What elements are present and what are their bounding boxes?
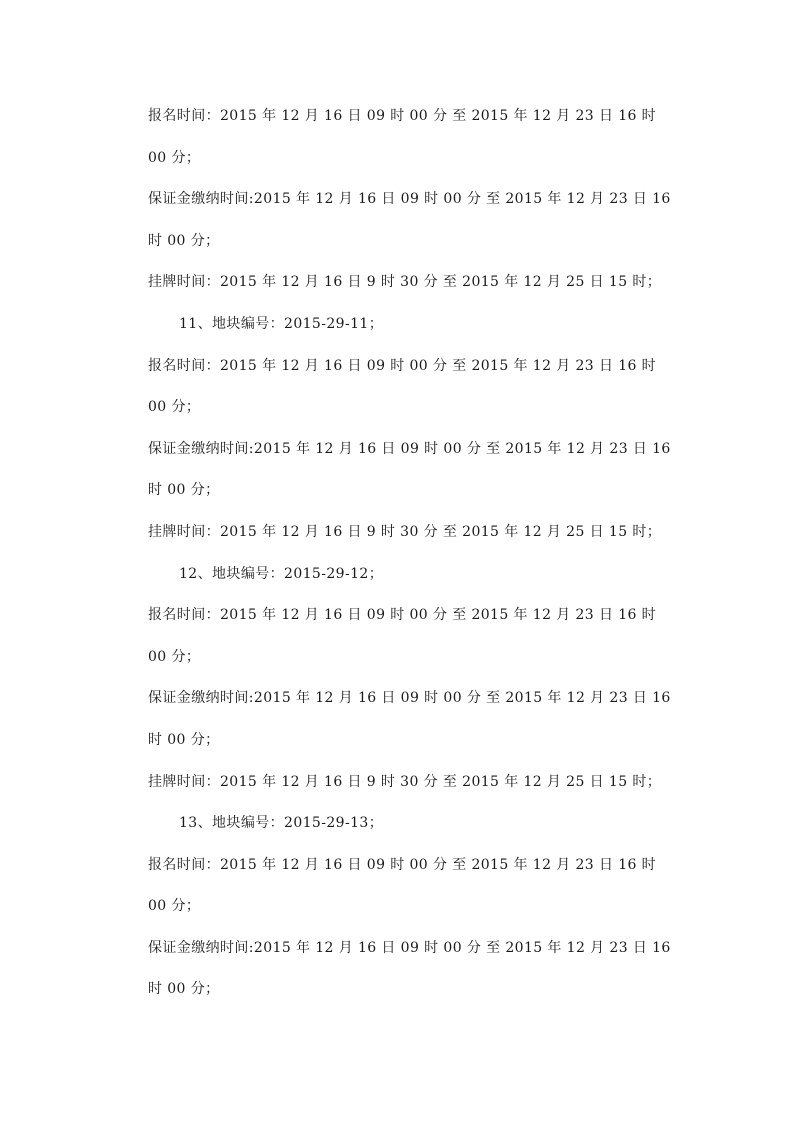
parcel-heading-13: 13、地块编号：2015-29-13；: [179, 815, 384, 832]
deposit-time-line: 保证金缴纳时间:2015 年 12 月 16 日 09 时 00 分 至 2015 年 12 月 23 日 16: [148, 939, 671, 956]
deposit-time-line-cont: 时 00 分；: [148, 981, 220, 998]
registration-time-line-cont: 00 分；: [148, 898, 201, 915]
deposit-time-line: 保证金缴纳时间:2015 年 12 月 16 日 09 时 00 分 至 2015 年 12 月 23 日 16: [148, 690, 671, 707]
document-body: [148, 104, 671, 1019]
registration-time-line-cont: 00 分；: [148, 648, 201, 665]
registration-time-line: 报名时间：2015 年 12 月 16 日 09 时 00 分 至 2015 年 12 月 23 日 16 时: [148, 108, 657, 124]
parcel-heading-11: 11、地块编号：2015-29-11；: [179, 315, 384, 332]
parcel-heading-12: 12、地块编号：2015-29-12；: [179, 565, 384, 582]
deposit-time-line: 保证金缴纳时间:2015 年 12 月 16 日 09 时 00 分 至 2015 年 12 月 23 日 16: [148, 440, 671, 457]
deposit-time-line: 保证金缴纳时间:2015 年 12 月 16 日 09 时 00 分 至 2015 年 12 月 23 日 16: [148, 191, 671, 208]
registration-time-line: 报名时间：2015 年 12 月 16 日 09 时 00 分 至 2015 年 12 月 23 日 16 时: [148, 357, 657, 374]
registration-time-line: 报名时间：2015 年 12 月 16 日 09 时 00 分 至 2015 年 12 月 23 日 16 时: [148, 856, 657, 873]
registration-time-line-cont: 00 分；: [148, 149, 201, 166]
listing-time-line: 挂牌时间：2015 年 12 月 16 日 9 时 30 分 至 2015 年 12 月 25 日 15 时；: [148, 773, 662, 790]
deposit-time-line-cont: 时 00 分；: [148, 731, 220, 748]
registration-time-line: 报名时间：2015 年 12 月 16 日 09 时 00 分 至 2015 年 12 月 23 日 16 时: [148, 607, 657, 624]
deposit-time-line-cont: 时 00 分；: [148, 232, 220, 249]
deposit-time-line-cont: 时 00 分；: [148, 482, 220, 499]
listing-time-line: 挂牌时间：2015 年 12 月 16 日 9 时 30 分 至 2015 年 12 月 25 日 15 时；: [148, 523, 662, 540]
listing-time-line: 挂牌时间：2015 年 12 月 16 日 9 时 30 分 至 2015 年 12 月 25 日 15 时；: [148, 274, 662, 291]
registration-time-line-cont: 00 分；: [148, 399, 201, 416]
